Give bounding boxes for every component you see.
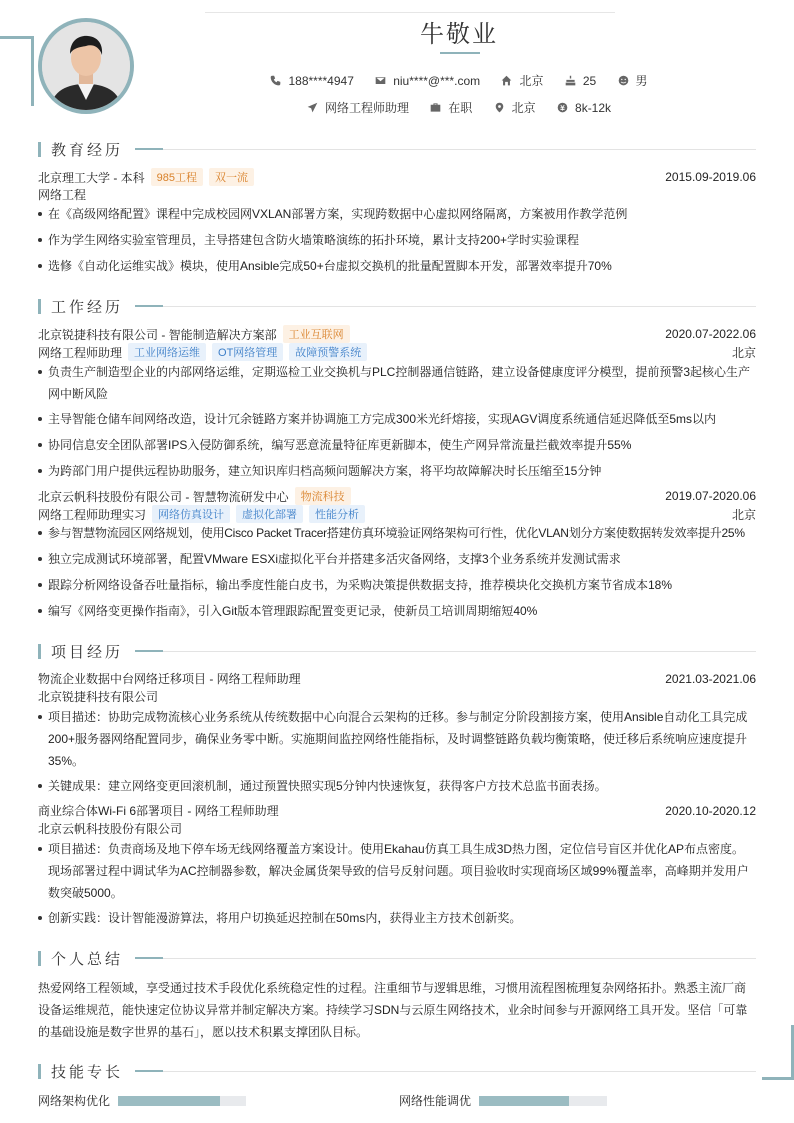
position-value: 网络工程师助理 bbox=[324, 101, 409, 115]
tag-badge: 双一流 bbox=[209, 168, 254, 186]
work-role-row bbox=[38, 505, 756, 523]
age-value: 25 bbox=[582, 73, 597, 88]
work-location: 北京 bbox=[731, 345, 756, 360]
section-title-projects bbox=[38, 641, 756, 661]
age-item bbox=[565, 74, 596, 88]
list-item: 在《高级网络配置》课程中完成校园网VXLAN部署方案，实现跨数据中心虚拟网络隔离，方案被用作教学范例 bbox=[38, 203, 756, 225]
phone-icon bbox=[270, 75, 281, 86]
industry-tag: 物流科技 bbox=[295, 487, 351, 505]
project-company-row bbox=[38, 688, 756, 705]
skill-item bbox=[399, 1092, 607, 1109]
project-company-row bbox=[38, 820, 756, 837]
skill-name: 网络架构优化 bbox=[38, 1094, 111, 1108]
skill-tag: OT网络管理 bbox=[212, 343, 283, 361]
company-name: 北京锐捷科技有限公司 - 智能制造解决方案部 bbox=[38, 327, 277, 342]
project-company: 北京云帆科技股份有限公司 bbox=[38, 822, 183, 836]
skill-tag: 虚拟化部署 bbox=[236, 505, 303, 523]
cake-icon bbox=[565, 75, 576, 86]
role: 网络工程师助理 bbox=[38, 345, 123, 360]
list-item: 协同信息安全团队部署IPS入侵防御系统，编写恶意流量特征库更新脚本，使生产网异常流量拦截效率提升55% bbox=[38, 434, 756, 456]
work-role-row bbox=[38, 343, 756, 361]
project-period: 2020.10-2020.12 bbox=[665, 803, 756, 818]
name-underline bbox=[440, 52, 480, 54]
skill-level-bar bbox=[479, 1096, 607, 1106]
skill-tag: 工业网络运维 bbox=[128, 343, 206, 361]
list-item: 创新实践：设计智能漫游算法，将用户切换延迟控制在50ms内，获得业主方技术创新奖。 bbox=[38, 907, 756, 929]
list-item: 独立完成测试环境部署，配置VMware ESXi虚拟化平台并搭建多活灾备网络，支撑3个业务系统并发测试需求 bbox=[38, 548, 756, 570]
school-degree: 北京理工大学 - 本科 bbox=[38, 170, 145, 185]
home-icon bbox=[501, 75, 512, 86]
corner-decoration-bottom-right bbox=[766, 1025, 794, 1080]
list-item: 主导智能仓储车间网络改造，设计冗余链路方案并协调施工方完成300米光纤熔接，实现AGV调度系统通信延迟降低至5ms以内 bbox=[38, 408, 756, 430]
money-icon bbox=[557, 102, 568, 113]
briefcase-icon bbox=[430, 102, 441, 113]
section-heading: 工作经历 bbox=[51, 298, 124, 316]
skill-item bbox=[38, 1092, 246, 1109]
gender-icon bbox=[618, 75, 629, 86]
gender-item bbox=[618, 72, 648, 89]
location-pin-icon bbox=[494, 102, 505, 113]
section-heading: 技能专长 bbox=[51, 1063, 124, 1081]
project-header bbox=[38, 802, 756, 819]
email-icon bbox=[375, 75, 386, 86]
skill-level-fill bbox=[479, 1096, 569, 1106]
section-title-summary bbox=[38, 948, 756, 968]
work-header bbox=[38, 487, 756, 505]
list-item: 编写《网络变更操作指南》，引入Git版本管理跟踪配置变更记录，使新员工培训周期缩短40% bbox=[38, 600, 756, 622]
section-heading: 教育经历 bbox=[51, 141, 124, 159]
summary-text: 热爱网络工程领域，享受通过技术手段优化系统稳定性的过程。注重细节与逻辑思维，习惯用流程图梳理复杂网络拓扑。熟悉主流厂商设备运维规范，能快速定位协议异常并制定解决方案。持续学习SDN与云原生网络技术，业余时间参与开源网络工具开发。坚信「可靠的基础设施是数字世界的基石」，愿以技术积累支撑团队目标。 bbox=[38, 981, 748, 1039]
list-item: 负责生产制造型企业的内部网络运维，定期巡检工业交换机与PLC控制器通信链路，建立设备健康度评分模型，提前预警3起核心生产网中断风险 bbox=[38, 361, 756, 405]
project-header bbox=[38, 670, 756, 687]
city-value: 北京 bbox=[519, 74, 544, 88]
list-item: 为跨部门用户提供远程协助服务，建立知识库归档高频问题解决方案，将平均故障解决时长压缩至15分钟 bbox=[38, 460, 756, 482]
gender-value: 男 bbox=[635, 74, 648, 88]
section-heading: 项目经历 bbox=[51, 643, 124, 661]
skill-tag: 网络仿真设计 bbox=[152, 505, 230, 523]
list-item: 作为学生网络实验室管理员，主导搭建包含防火墙策略演练的拓扑环境，累计支持200+学时实验课程 bbox=[38, 229, 756, 251]
skill-tag: 故障预警系统 bbox=[289, 343, 367, 361]
status-item bbox=[430, 99, 472, 116]
phone-item bbox=[270, 74, 353, 88]
contact-row bbox=[0, 72, 794, 89]
education-period: 2015.09-2019.06 bbox=[665, 170, 756, 184]
skill-name: 网络性能调优 bbox=[399, 1094, 472, 1108]
list-item: 参与智慧物流园区网络规划，使用Cisco Packet Tracer搭建仿真环境验证网络架构可行性，优化VLAN划分方案使数据转发效率提升25% bbox=[38, 522, 756, 544]
section-title-work bbox=[38, 296, 756, 316]
job-intent-row bbox=[0, 99, 794, 116]
industry-tag: 工业互联网 bbox=[283, 325, 350, 343]
city-item bbox=[501, 72, 543, 89]
position-item bbox=[307, 99, 409, 116]
list-item: 项目描述：协助完成物流核心业务系统从传统数据中心向混合云架构的迁移。参与制定分阶段割接方案，使用Ansible自动化工具完成200+服务器网络配置同步，确保业务零中断。实施期间监控网络性能指标，及时调整链路负载均衡策略，使迁移后系统响应速度提升35%。 bbox=[38, 706, 756, 772]
project-title: 商业综合体Wi-Fi 6部署项目 - 网络工程师助理 bbox=[38, 804, 279, 818]
work-period: 2019.07-2020.06 bbox=[665, 489, 756, 503]
project-title: 物流企业数据中台网络迁移项目 - 网络工程师助理 bbox=[38, 672, 301, 686]
skill-tag: 性能分析 bbox=[309, 505, 365, 523]
phone-value: 188****4947 bbox=[288, 73, 354, 88]
list-item: 跟踪分析网络设备吞吐量指标，输出季度性能白皮书，为采购决策提供数据支持，推荐模块化交换机方案节省成本18% bbox=[38, 574, 756, 596]
project-period: 2021.03-2021.06 bbox=[665, 671, 756, 686]
email-item bbox=[375, 74, 480, 88]
work-location: 北京 bbox=[731, 507, 756, 522]
project-company: 北京锐捷科技有限公司 bbox=[38, 690, 159, 704]
candidate-name: 牛敬业 bbox=[420, 21, 498, 48]
company-name: 北京云帆科技股份有限公司 - 智慧物流研发中心 bbox=[38, 489, 289, 504]
section-heading: 个人总结 bbox=[51, 950, 124, 968]
section-title-skills bbox=[38, 1061, 756, 1081]
tag-badge: 985工程 bbox=[151, 168, 203, 186]
salary-item bbox=[557, 101, 611, 115]
skill-level-fill bbox=[118, 1096, 220, 1106]
email-value: niu****@***.com bbox=[393, 73, 481, 88]
section-title-education bbox=[38, 139, 756, 159]
list-item: 选修《自动化运维实战》模块，使用Ansible完成50+台虚拟交换机的批量配置脚本开发，部署效率提升70% bbox=[38, 255, 756, 277]
target-city-value: 北京 bbox=[511, 101, 536, 115]
work-header bbox=[38, 325, 756, 343]
list-item: 关键成果：建立网络变更回滚机制，通过预置快照实现5分钟内快速恢复，获得客户方技术总监书面表扬。 bbox=[38, 775, 756, 797]
major: 网络工程 bbox=[38, 188, 87, 202]
role: 网络工程师助理实习 bbox=[38, 507, 147, 522]
target-city-item bbox=[494, 99, 536, 116]
salary-value: 8k-12k bbox=[575, 100, 612, 115]
send-icon bbox=[307, 102, 318, 113]
education-header bbox=[38, 168, 756, 186]
status-value: 在职 bbox=[448, 101, 473, 115]
education-major-row bbox=[38, 186, 756, 203]
list-item: 项目描述：负责商场及地下停车场无线网络覆盖方案设计。使用Ekahau仿真工具生成3D热力图，定位信号盲区并优化AP布点密度。现场部署过程中调试华为AC控制器参数，解决金属货架导致的信号反射问题。项目验收时实现商场区域99%覆盖率，高峰期并发用户数突破5000。 bbox=[38, 838, 756, 904]
work-period: 2020.07-2022.06 bbox=[665, 327, 756, 341]
top-divider bbox=[205, 12, 615, 13]
skill-level-bar bbox=[118, 1096, 246, 1106]
